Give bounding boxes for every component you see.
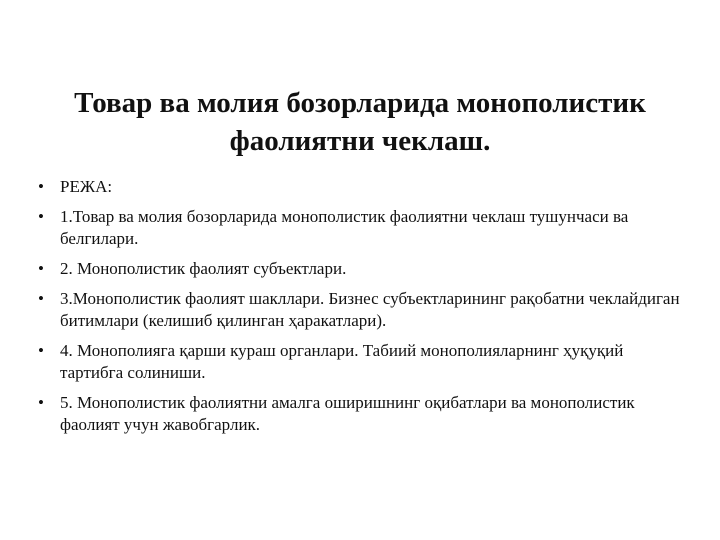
bullet-text: 5. Монополистик фаолиятни амалга оширишнинг оқибатлари ва монополистик фаолият учун жавобгарлик.	[60, 393, 635, 434]
slide-title	[40, 84, 680, 160]
bullet-icon: •	[38, 289, 44, 308]
list-item	[36, 258, 686, 280]
bullet-text: 4. Монополияга қарши кураш органлари. Табиий монополияларнинг ҳуқуқий тартибга солиниши.	[60, 341, 624, 382]
bullet-icon: •	[38, 177, 44, 196]
list-item	[36, 206, 686, 250]
slide-title-line-2: фаолиятни чеклаш.	[229, 125, 491, 157]
bullet-text: 3.Монополистик фаолият шакллари. Бизнес субъектларининг рақобатни чеклайдиган битимлари (келишиб қилинган ҳаракатлари).	[60, 289, 680, 330]
bullet-icon: •	[38, 207, 44, 226]
list-item	[36, 288, 686, 332]
list-item	[36, 340, 686, 384]
list-item	[36, 392, 686, 436]
bullet-icon: •	[38, 259, 44, 278]
list-item	[36, 176, 686, 198]
bullet-text: РЕЖА:	[60, 177, 113, 196]
bullet-list	[36, 176, 686, 444]
bullet-icon: •	[38, 393, 44, 412]
slide-title-line-1: Товар ва молия бозорларида монополистик	[74, 87, 646, 119]
bullet-text: 1.Товар ва молия бозорларида монополистик фаолиятни чеклаш тушунчаси ва белгилари.	[60, 207, 629, 248]
bullet-text: 2. Монополистик фаолият субъектлари.	[60, 259, 347, 278]
bullet-icon: •	[38, 341, 44, 360]
